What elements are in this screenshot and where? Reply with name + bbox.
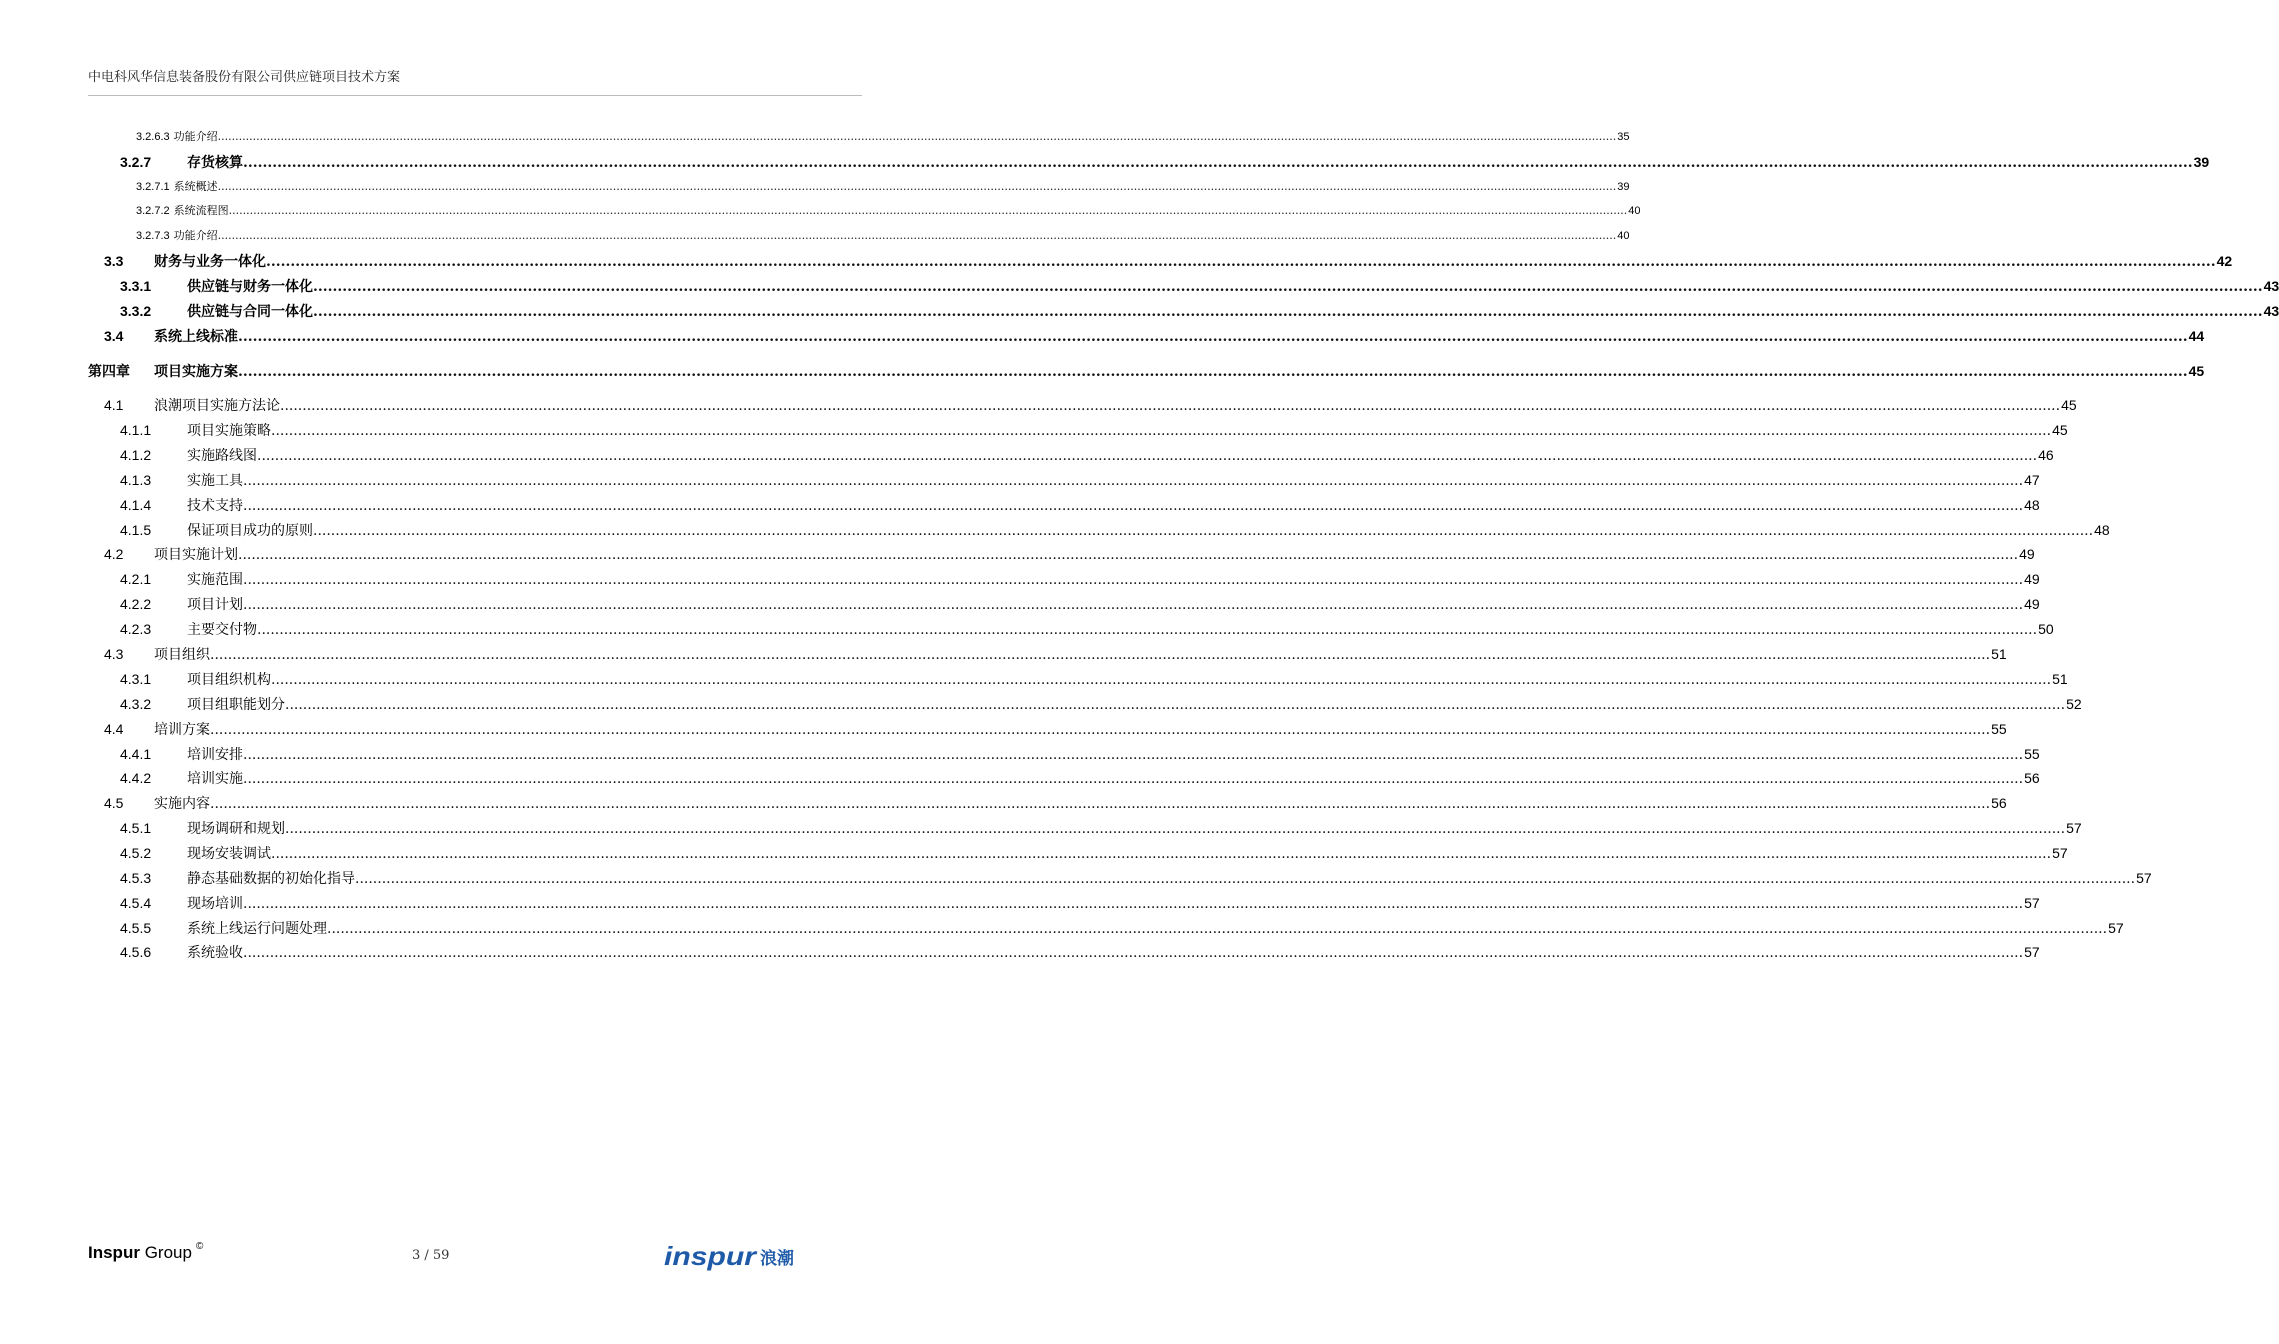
toc-leader-dots: ................................................................................................................................................................................................................................................................................................................................................................................................................ — [217, 229, 1617, 242]
toc-entry-number: 4.1.2 — [120, 447, 152, 463]
toc-leader-dots: ................................................................................................................................................................................................................................................................................................................................................................................................................ — [238, 364, 2188, 380]
toc-entry[interactable] — [0, 792, 2007, 814]
toc-leader-dots: ................................................................................................................................................................................................................................................................................................................................................................................................................ — [271, 846, 2052, 862]
toc-entry[interactable] — [0, 941, 2040, 963]
toc-entry-number: 4.1.3 — [120, 472, 152, 488]
toc-entry-number: 4.5.2 — [120, 845, 152, 861]
toc-entry-title: 现场调研和规划 — [187, 821, 285, 837]
toc-entry-number: 3.2.7.3 — [136, 230, 170, 242]
toc-entry-number: 3.2.7.1 — [136, 181, 170, 193]
toc-entry-number: 4.3.2 — [120, 696, 152, 712]
footer-company-rest: Group — [144, 1243, 192, 1262]
toc-entry-number: 4.2.3 — [120, 621, 152, 637]
toc-entry-number: 4.3 — [104, 646, 124, 662]
toc-entry-number: 4.4.2 — [120, 770, 152, 786]
toc-leader-dots: ................................................................................................................................................................................................................................................................................................................................................................................................................ — [271, 672, 2052, 688]
page-indicator: 3 / 59 — [412, 1248, 450, 1263]
toc-entry[interactable] — [0, 444, 2054, 466]
toc-entry-number: 4.1.1 — [120, 422, 152, 438]
toc-entry-title: 静态基础数据的初始化指导 — [187, 871, 355, 887]
toc-entry-page: 49 — [2019, 546, 2035, 562]
toc-entry[interactable] — [0, 325, 2205, 347]
toc-leader-dots: ................................................................................................................................................................................................................................................................................................................................................................................................................ — [217, 130, 1617, 143]
toc-entry-title: 项目组织 — [154, 647, 210, 663]
toc-entry-number: 4.1.5 — [120, 522, 152, 538]
toc-entry-page: 45 — [2052, 422, 2068, 438]
toc-entry-number: 3.3 — [104, 253, 124, 269]
toc-entry-number: 4.1.4 — [120, 497, 152, 513]
toc-entry-page: 35 — [1617, 131, 1630, 143]
toc-entry-title: 实施工具 — [187, 473, 243, 489]
toc-entry-title: 功能介绍 — [173, 229, 218, 242]
toc-leader-dots: ................................................................................................................................................................................................................................................................................................................................................................................................................ — [228, 204, 1628, 217]
toc-leader-dots: ................................................................................................................................................................................................................................................................................................................................................................................................................ — [285, 821, 2066, 837]
toc-entry-title: 培训方案 — [154, 722, 210, 738]
toc-entry-page: 51 — [1991, 646, 2007, 662]
toc-entry[interactable] — [0, 469, 2040, 491]
toc-entry-page: 52 — [2066, 696, 2082, 712]
toc-entry-page: 49 — [2024, 571, 2040, 587]
toc-entry-number: 4.4 — [104, 721, 124, 737]
toc-entry-number: 3.2.7.2 — [136, 205, 170, 217]
toc-entry[interactable] — [0, 892, 2040, 914]
toc-entry-title: 系统上线标准 — [154, 329, 238, 345]
toc-entry[interactable] — [0, 543, 2035, 565]
toc-leader-dots: ................................................................................................................................................................................................................................................................................................................................................................................................................ — [217, 180, 1617, 193]
toc-entry-title: 系统验收 — [187, 945, 243, 961]
toc-leader-dots: ................................................................................................................................................................................................................................................................................................................................................................................................................ — [243, 896, 2024, 912]
toc-entry-number: 4.2 — [104, 546, 124, 562]
toc-entry-page: 51 — [2052, 671, 2068, 687]
toc-entry-page: 43 — [2263, 303, 2279, 319]
toc-entry[interactable] — [0, 693, 2082, 715]
toc-entry-page: 45 — [2061, 397, 2077, 413]
toc-leader-dots: ................................................................................................................................................................................................................................................................................................................................................................................................................ — [243, 747, 2024, 763]
toc-entry-title: 项目组织机构 — [187, 672, 271, 688]
toc-leader-dots: ................................................................................................................................................................................................................................................................................................................................................................................................................ — [243, 771, 2024, 787]
toc-entry-title: 系统概述 — [173, 180, 218, 193]
toc-leader-dots: ................................................................................................................................................................................................................................................................................................................................................................................................................ — [243, 597, 2024, 613]
toc-leader-dots: ................................................................................................................................................................................................................................................................................................................................................................................................................ — [285, 697, 2066, 713]
toc-entry[interactable] — [0, 767, 2040, 789]
toc-entry-title: 实施范围 — [187, 572, 243, 588]
toc-entry-number: 3.2.6.3 — [136, 131, 170, 143]
toc-entry[interactable] — [0, 593, 2040, 615]
toc-entry-title: 系统流程图 — [173, 204, 229, 217]
inspur-logo — [664, 1242, 804, 1272]
toc-entry-title: 存货核算 — [187, 155, 243, 171]
toc-entry-title: 主要交付物 — [187, 622, 257, 638]
toc-entry[interactable] — [0, 126, 1630, 148]
toc-leader-dots: ................................................................................................................................................................................................................................................................................................................................................................................................................ — [280, 398, 2061, 414]
toc-entry-page: 56 — [1991, 795, 2007, 811]
toc-entry[interactable] — [0, 643, 2007, 665]
inspur-logo-wordmark: inspur — [664, 1241, 759, 1271]
toc-entry-page: 57 — [2108, 920, 2124, 936]
toc-entry-page: 48 — [2094, 522, 2110, 538]
toc-entry[interactable] — [0, 200, 1641, 222]
toc-entry-number: 4.5 — [104, 795, 124, 811]
toc-entry-page: 56 — [2024, 770, 2040, 786]
toc-entry-title: 项目实施策略 — [187, 423, 271, 439]
toc-entry-page: 49 — [2024, 596, 2040, 612]
toc-leader-dots: ................................................................................................................................................................................................................................................................................................................................................................................................................ — [210, 722, 1991, 738]
toc-entry[interactable] — [0, 917, 2124, 939]
toc-entry-page: 50 — [2038, 621, 2054, 637]
toc-entry[interactable] — [0, 668, 2068, 690]
toc-leader-dots: ................................................................................................................................................................................................................................................................................................................................................................................................................ — [238, 547, 2019, 563]
toc-leader-dots: ................................................................................................................................................................................................................................................................................................................................................................................................................ — [271, 423, 2052, 439]
toc-leader-dots: ................................................................................................................................................................................................................................................................................................................................................................................................................ — [238, 329, 2188, 345]
toc-entry-page: 55 — [2024, 746, 2040, 762]
toc-entry[interactable] — [0, 842, 2068, 864]
toc-entry[interactable] — [0, 867, 2152, 889]
toc-entry[interactable] — [0, 360, 2205, 382]
toc-leader-dots: ................................................................................................................................................................................................................................................................................................................................................................................................................ — [313, 279, 2263, 295]
toc-entry[interactable] — [0, 275, 2279, 297]
header-divider — [88, 95, 862, 96]
toc-entry-title: 培训安排 — [187, 747, 243, 763]
toc-entry[interactable] — [0, 817, 2082, 839]
toc-entry-title: 项目组职能划分 — [187, 697, 285, 713]
toc-entry[interactable] — [0, 225, 1630, 247]
toc-entry-page: 39 — [1617, 181, 1630, 193]
toc-leader-dots: ................................................................................................................................................................................................................................................................................................................................................................................................................ — [243, 155, 2193, 171]
toc-entry-title: 保证项目成功的原则 — [187, 523, 313, 539]
document-header-title: 中电科风华信息装备股份有限公司供应链项目技术方案 — [88, 70, 401, 85]
toc-entry-number: 4.2.1 — [120, 571, 152, 587]
toc-entry[interactable] — [0, 300, 2279, 322]
toc-entry-number: 4.5.1 — [120, 820, 152, 836]
toc-entry-number: 第四章 — [88, 363, 130, 379]
toc-entry-page: 46 — [2038, 447, 2054, 463]
toc-entry[interactable] — [0, 618, 2054, 640]
toc-leader-dots: ................................................................................................................................................................................................................................................................................................................................................................................................................ — [327, 921, 2108, 937]
toc-entry[interactable] — [0, 718, 2007, 740]
toc-leader-dots: ................................................................................................................................................................................................................................................................................................................................................................................................................ — [257, 448, 2038, 464]
toc-entry-title: 现场安装调试 — [187, 846, 271, 862]
toc-entry[interactable] — [0, 519, 2110, 541]
toc-entry[interactable] — [0, 494, 2040, 516]
toc-entry-page: 40 — [1617, 230, 1630, 242]
toc-leader-dots: ................................................................................................................................................................................................................................................................................................................................................................................................................ — [243, 473, 2024, 489]
toc-entry-page: 40 — [1628, 205, 1641, 217]
toc-entry-page: 57 — [2052, 845, 2068, 861]
toc-leader-dots: ................................................................................................................................................................................................................................................................................................................................................................................................................ — [266, 254, 2216, 270]
toc-leader-dots: ................................................................................................................................................................................................................................................................................................................................................................................................................ — [243, 945, 2024, 961]
toc-entry-number: 4.4.1 — [120, 746, 152, 762]
toc-entry-number: 4.1 — [104, 397, 124, 413]
toc-entry-title: 财务与业务一体化 — [154, 254, 266, 270]
toc-entry-page: 39 — [2193, 154, 2210, 170]
toc-entry[interactable] — [0, 568, 2040, 590]
toc-entry-title: 实施内容 — [154, 796, 210, 812]
toc-entry-title: 功能介绍 — [173, 130, 218, 143]
toc-entry-number: 4.5.5 — [120, 920, 152, 936]
toc-entry-title: 浪潮项目实施方法论 — [154, 398, 280, 414]
toc-entry-title: 项目计划 — [187, 597, 243, 613]
toc-entry-page: 47 — [2024, 472, 2040, 488]
toc-leader-dots: ................................................................................................................................................................................................................................................................................................................................................................................................................ — [313, 523, 2094, 539]
toc-entry-number: 4.5.4 — [120, 895, 152, 911]
toc-entry-number: 4.5.6 — [120, 944, 152, 960]
toc-leader-dots: ................................................................................................................................................................................................................................................................................................................................................................................................................ — [313, 304, 2263, 320]
toc-entry-page: 57 — [2024, 895, 2040, 911]
toc-entry-page: 48 — [2024, 497, 2040, 513]
toc-entry-number: 4.3.1 — [120, 671, 152, 687]
toc-entry[interactable] — [0, 394, 2077, 416]
toc-entry-title: 技术支持 — [187, 498, 243, 514]
toc-leader-dots: ................................................................................................................................................................................................................................................................................................................................................................................................................ — [210, 796, 1991, 812]
toc-entry-title: 实施路线图 — [187, 448, 257, 464]
toc-entry-number: 3.4 — [104, 328, 124, 344]
toc-leader-dots: ................................................................................................................................................................................................................................................................................................................................................................................................................ — [243, 572, 2024, 588]
toc-leader-dots: ................................................................................................................................................................................................................................................................................................................................................................................................................ — [355, 871, 2136, 887]
toc-entry-title: 项目实施计划 — [154, 547, 238, 563]
toc-leader-dots: ................................................................................................................................................................................................................................................................................................................................................................................................................ — [243, 498, 2024, 514]
footer-company-bold: Inspur — [88, 1243, 140, 1262]
toc-entry-title: 培训实施 — [187, 771, 243, 787]
toc-entry-page: 55 — [1991, 721, 2007, 737]
footer-company — [88, 1243, 203, 1263]
toc-entry[interactable] — [0, 151, 2210, 173]
toc-entry[interactable] — [0, 419, 2068, 441]
toc-entry-page: 57 — [2136, 870, 2152, 886]
toc-entry-number: 3.2.7 — [120, 154, 152, 170]
toc-entry-page: 57 — [2066, 820, 2082, 836]
toc-entry-page: 57 — [2024, 944, 2040, 960]
toc-leader-dots: ................................................................................................................................................................................................................................................................................................................................................................................................................ — [210, 647, 1991, 663]
toc-entry-number: 4.5.3 — [120, 870, 152, 886]
toc-leader-dots: ................................................................................................................................................................................................................................................................................................................................................................................................................ — [257, 622, 2038, 638]
toc-entry-title: 现场培训 — [187, 896, 243, 912]
copyright-mark: © — [195, 1241, 204, 1252]
toc-entry-number: 4.2.2 — [120, 596, 152, 612]
inspur-logo-chinese: 浪潮 — [760, 1249, 794, 1269]
toc-entry-page: 42 — [2216, 253, 2233, 269]
toc-entry-page: 43 — [2263, 278, 2279, 294]
toc-entry-title: 供应链与合同一体化 — [187, 304, 313, 320]
toc-entry[interactable] — [0, 250, 2233, 272]
toc-entry-number: 3.3.1 — [120, 278, 152, 294]
toc-entry[interactable] — [0, 743, 2040, 765]
toc-entry-page: 44 — [2188, 328, 2205, 344]
toc-entry-title: 项目实施方案 — [154, 364, 238, 380]
toc-entry-page: 45 — [2188, 363, 2205, 379]
toc-entry-number: 3.3.2 — [120, 303, 152, 319]
toc-entry[interactable] — [0, 176, 1630, 198]
toc-entry-title: 供应链与财务一体化 — [187, 279, 313, 295]
toc-entry-title: 系统上线运行问题处理 — [187, 921, 327, 937]
